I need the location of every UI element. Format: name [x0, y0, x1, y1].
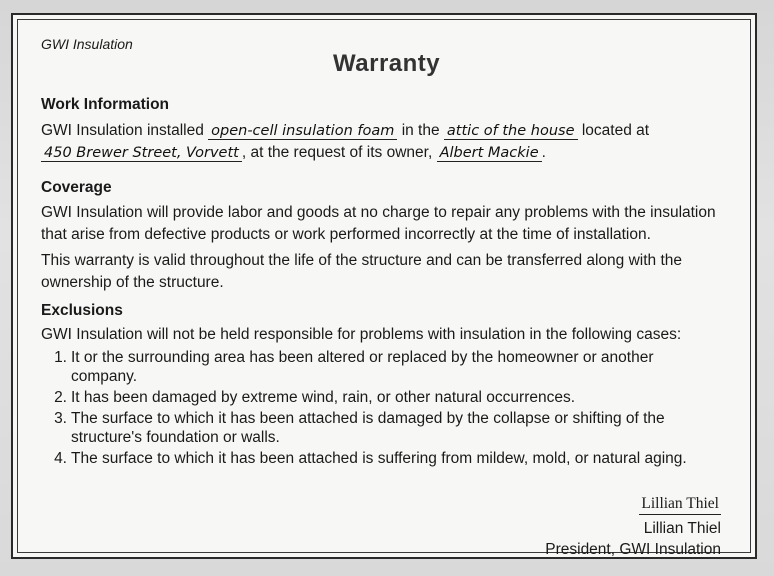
work-text-1: GWI Insulation installed [41, 122, 204, 139]
signature-block [545, 493, 721, 560]
list-item: 1. It or the surrounding area has been altered or replaced by the homeowner or another company. [54, 349, 654, 385]
work-text-2: in the [401, 122, 440, 139]
location-filled-field: attic of the house [444, 123, 578, 140]
coverage-paragraph-2: This warranty is valid throughout the life of the structure and can be transferred along with the ownership of the structure. [41, 252, 683, 291]
work-text-3: located at [581, 122, 650, 139]
exclusions-list [41, 348, 731, 470]
signer-name: Lillian Thiel [643, 520, 721, 537]
owner-filled-field: Albert Mackie [437, 145, 542, 162]
work-text-4: , at the request of its owner, [241, 144, 433, 161]
address-filled-field: 450 Brewer Street, Vorvett [41, 145, 242, 162]
company-name: GWI Insulation [41, 36, 133, 52]
handwritten-signature: Lillian Thiel [639, 493, 721, 515]
product-filled-field: open-cell insulation foam [208, 123, 397, 140]
list-item: 4. The surface to which it has been attached is suffering from mildew, mold, or natural aging. [54, 450, 687, 467]
coverage-heading: Coverage [41, 179, 112, 196]
list-item: 3. The surface to which it has been attached is damaged by the collapse or shifting of the structure's foundation or walls. [54, 410, 665, 446]
exclusions-intro: GWI Insulation will not be held responsible for problems with insulation in the following cases: [41, 326, 682, 343]
exclusions-heading: Exclusions [41, 302, 123, 319]
document-title: Warranty [333, 50, 441, 77]
coverage-paragraph-1: GWI Insulation will provide labor and goods at no charge to repair any problems with the insulation that arise from defective products or work performed incorrectly at the time of installation. [41, 204, 716, 243]
list-item: 2. It has been damaged by extreme wind, rain, or other natural occurrences. [54, 389, 576, 406]
work-information-text [41, 120, 731, 164]
signer-position: President, GWI Insulation [545, 541, 721, 558]
work-information-heading: Work Information [41, 96, 170, 113]
work-text-5: . [541, 144, 546, 161]
